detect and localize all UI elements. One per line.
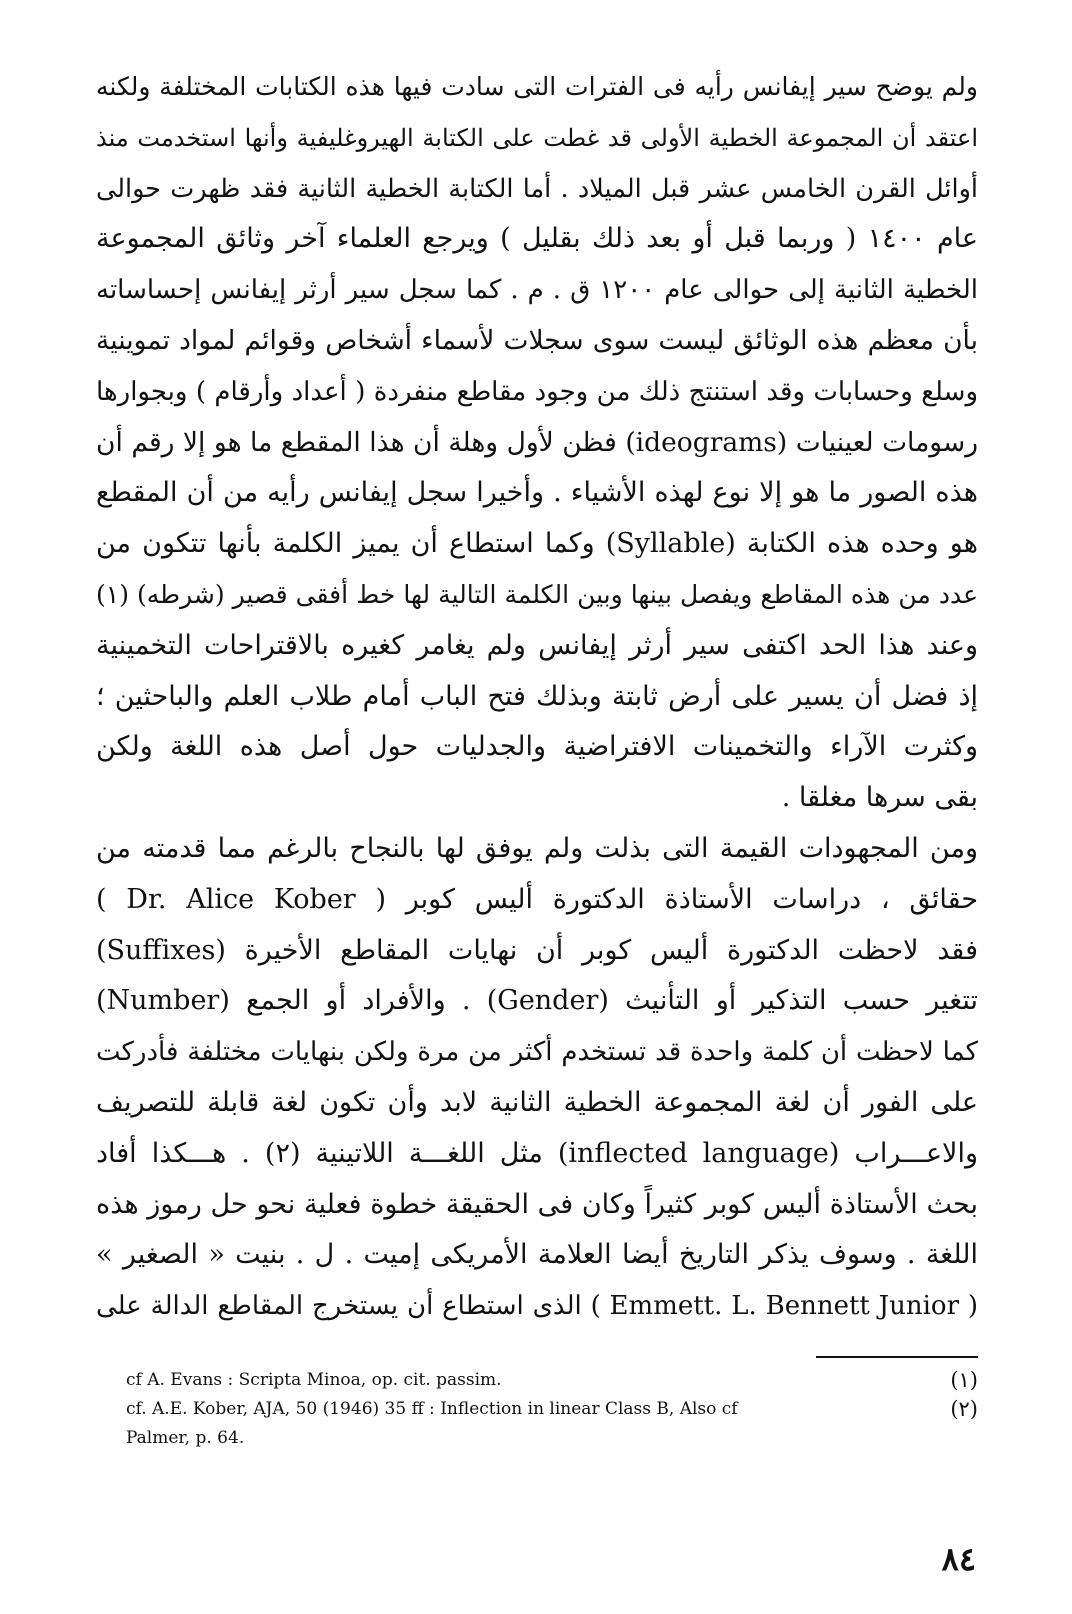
text-line: كما لاحظت أن كلمة واحدة قد تستخدم أكثر من مرة ولكن بنهايات مختلفة فأدركت	[96, 1037, 978, 1068]
text-line: بقى سرها مغلقا .	[781, 782, 978, 814]
body-text	[96, 62, 978, 1332]
text-line: اعتقد أن المجموعة الخطية الأولى قد غطت على الكتابة الهيروغليفية وأنها استخدمت منذ	[96, 123, 978, 152]
footnote-2	[96, 1395, 978, 1453]
text-line: تتغير حسب التذكير أو التأنيث (Gender) . والأفراد أو الجمع (Number)	[96, 985, 978, 1017]
text-line: ( Emmett. L. Bennett Junior ) الذى استطاع أن يستخرج المقاطع الدالة على	[96, 1291, 978, 1322]
text-line: والاعـــراب (inflected language) مثل اللغـــة اللاتينية (٢) . هـــكذا أفاد	[96, 1137, 978, 1169]
text-line: وكثرت الآراء والتخمينات الافتراضية والجدليات حول أصل هذه اللغة ولكن	[96, 731, 978, 763]
page-number: ٨٤	[941, 1540, 976, 1578]
text-line: اللغة . وسوف يذكر التاريخ أيضا العلامة الأمريكى إميت . ل . بنيت « الصغير »	[96, 1239, 978, 1271]
text-line: وعند هذا الحد اكتفى سير أرثر إيفانس ولم يغامر كغيره بالاقتراحات التخمينية	[96, 629, 978, 661]
footnote-divider	[816, 1356, 978, 1358]
text-line: حقائق ، دراسات الأستاذة الدكتورة أليس كوبر ( Dr. Alice Kober )	[96, 883, 978, 915]
footnote-text: cf. A.E. Kober, AJA, 50 (1946) 35 ff : Inflection in linear Class B, Also cf	[126, 1399, 738, 1419]
text-line: أوائل القرن الخامس عشر قبل الميلاد . أما الكتابة الخطية الثانية فقد ظهرت حوالى	[96, 173, 978, 204]
footnote-number: (١)	[950, 1368, 978, 1392]
footnote-1	[96, 1366, 978, 1395]
footnote-text: cf A. Evans : Scripta Minoa, op. cit. passim.	[126, 1370, 502, 1390]
text-line: فقد لاحظت الدكتورة أليس كوبر أن نهايات المقاطع الأخيرة (Suffixes)	[96, 934, 978, 966]
text-line: هذه الصور ما هو إلا نوع لهذه الأشياء . وأخيرا سجل إيفانس رأيه من أن المقطع	[96, 477, 978, 509]
text-line: عدد من هذه المقاطع ويفصل بينها وبين الكلمة التالية لها خط أفقى قصير (شرطه) (١)	[96, 579, 978, 609]
text-line: إذ فضل أن يسير على أرض ثابتة وبذلك فتح الباب أمام طلاب العلم والباحثين ؛	[96, 680, 978, 712]
footnote-number: (٢)	[950, 1397, 978, 1421]
text-line: هو وحده هذه الكتابة (Syllable) وكما استطاع أن يميز الكلمة بأنها تتكون من	[96, 528, 978, 560]
text-line: الخطية الثانية إلى حوالى عام ١٢٠٠ ق . م . كما سجل سير أرثر إيفانس إحساساته	[96, 275, 978, 306]
text-line: بحث الأستاذة أليس كوبر كثيراً وكان فى الحقيقة خطوة فعلية نحو حل رموز هذه	[96, 1188, 978, 1220]
text-line: ولم يوضح سير إيفانس رأيه فى الفترات التى سادت فيها هذه الكتابات المختلفة ولكنه	[96, 72, 978, 101]
footnotes	[96, 1366, 978, 1453]
text-line: رسومات لعينيات (ideograms) فظن لأول وهلة أن هذا المقطع ما هو إلا رقم أن	[96, 426, 978, 458]
text-line: بأن معظم هذه الوثائق ليست سوى سجلات لأسماء أشخاص وقوائم لمواد تموينية	[96, 324, 978, 356]
footnote-text-continued: Palmer, p. 64.	[126, 1428, 245, 1448]
text-line: وسلع وحسابات وقد استنتج ذلك من وجود مقاطع منفردة ( أعداد وأرقام ) وبجوارها	[96, 376, 978, 407]
text-line: على الفور أن لغة المجموعة الخطية الثانية لابد وأن تكون لغة قابلة للتصريف	[96, 1086, 978, 1118]
text-line: ومن المجهودات القيمة التى بذلت ولم يوفق لها بالنجاح بالرغم مما قدمته من	[96, 832, 978, 864]
text-line: عام ١٤٠٠ ( وربما قبل أو بعد ذلك بقليل ) ويرجع العلماء آخر وثائق المجموعة	[96, 223, 978, 255]
